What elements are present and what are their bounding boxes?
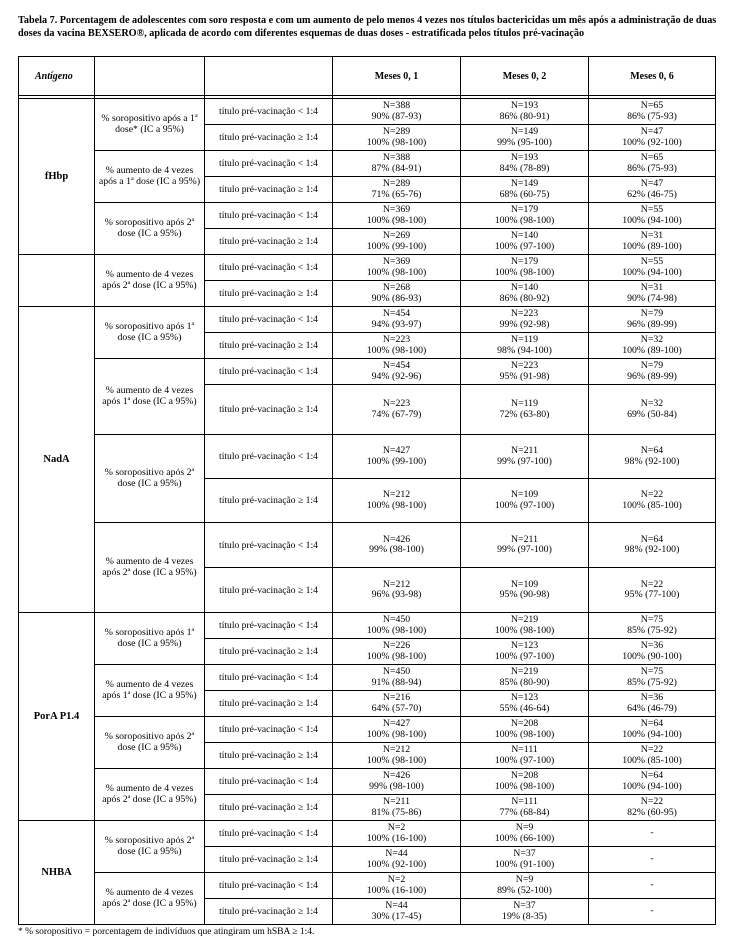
category-cell: % aumento de 4 vezes após 2ª dose (IC a 95%) [95,873,205,925]
condition-cell: título pré-vacinação ≥ 1:4 [205,639,333,665]
condition-cell: título pré-vacinação ≥ 1:4 [205,125,333,151]
value-cell: N=211 99% (97-100) [461,523,589,568]
value-cell: N=212 100% (98-100) [333,743,461,769]
category-cell: % aumento de 4 vezes após 2ª dose (IC a 95%) [95,523,205,613]
condition-cell: título pré-vacinação < 1:4 [205,435,333,479]
value-cell: N=427 100% (98-100) [333,717,461,743]
value-cell: N=44 30% (17-45) [333,899,461,925]
value-cell: N=289 100% (98-100) [333,125,461,151]
table-row [19,203,716,229]
value-cell: N=9 100% (66-100) [461,821,589,847]
value-cell: N=111 77% (68-84) [461,795,589,821]
condition-cell: título pré-vacinação < 1:4 [205,307,333,333]
header-antigen: Antígeno [19,57,95,96]
value-cell: N=22 95% (77-100) [589,568,716,613]
header-row [19,57,716,96]
category-cell: % soropositivo após 2ª dose (IC a 95%) [95,435,205,523]
value-cell: N=37 19% (8-35) [461,899,589,925]
condition-cell: título pré-vacinação ≥ 1:4 [205,281,333,307]
value-cell: N=426 99% (98-100) [333,769,461,795]
category-cell: % soropositivo após 2ª dose (IC a 95%) [95,821,205,873]
table-row [19,821,716,847]
value-cell: N=212 96% (93-98) [333,568,461,613]
value-cell: N=193 86% (80-91) [461,99,589,125]
value-cell: N=149 68% (60-75) [461,177,589,203]
value-cell: N=216 64% (57-70) [333,691,461,717]
category-cell: % soropositivo após 1ª dose (IC a 95%) [95,307,205,359]
value-cell: N=22 100% (85-100) [589,743,716,769]
value-cell: N=31 90% (74-98) [589,281,716,307]
category-cell: % soropositivo após 1ª dose (IC a 95%) [95,613,205,665]
condition-cell: título pré-vacinação ≥ 1:4 [205,691,333,717]
value-cell: N=55 100% (94-100) [589,255,716,281]
value-cell: N=219 85% (80-90) [461,665,589,691]
table-row [19,99,716,125]
category-cell: % soropositivo após 2ª dose (IC a 95%) [95,717,205,769]
category-cell: % aumento de 4 vezes após 1ª dose (IC a 95%) [95,665,205,717]
value-cell: N=208 100% (98-100) [461,717,589,743]
value-cell: N=369 100% (98-100) [333,255,461,281]
value-cell: - [589,873,716,899]
value-cell: N=32 100% (89-100) [589,333,716,359]
header-schedule-0-1: Meses 0, 1 [333,57,461,96]
value-cell: N=64 98% (92-100) [589,435,716,479]
table-row [19,717,716,743]
category-cell: % aumento de 4 vezes após 1ª dose (IC a 95%) [95,359,205,435]
value-cell: N=119 72% (63-80) [461,385,589,435]
value-cell: N=32 69% (50-84) [589,385,716,435]
table-row [19,151,716,177]
value-cell: N=208 100% (98-100) [461,769,589,795]
table-row [19,435,716,479]
condition-cell: título pré-vacinação ≥ 1:4 [205,899,333,925]
value-cell: N=223 95% (91-98) [461,359,589,385]
value-cell: N=64 100% (94-100) [589,769,716,795]
value-cell: N=37 100% (91-100) [461,847,589,873]
value-cell: - [589,847,716,873]
value-cell: N=427 100% (99-100) [333,435,461,479]
table-row [19,769,716,795]
results-table [18,56,716,925]
header-condition [205,57,333,96]
header-schedule-0-2: Meses 0, 2 [461,57,589,96]
value-cell: N=426 99% (98-100) [333,523,461,568]
value-cell: N=269 100% (99-100) [333,229,461,255]
value-cell: N=454 94% (92-96) [333,359,461,385]
value-cell: N=123 100% (97-100) [461,639,589,665]
value-cell: N=223 100% (98-100) [333,333,461,359]
value-cell: N=111 100% (97-100) [461,743,589,769]
condition-cell: título pré-vacinação < 1:4 [205,873,333,899]
value-cell: N=211 99% (97-100) [461,435,589,479]
value-cell: N=79 96% (89-99) [589,307,716,333]
value-cell: N=44 100% (92-100) [333,847,461,873]
table-row [19,613,716,639]
value-cell: N=65 86% (75-93) [589,99,716,125]
value-cell: N=223 99% (92-98) [461,307,589,333]
value-cell: N=36 64% (46-79) [589,691,716,717]
value-cell: N=179 100% (98-100) [461,203,589,229]
value-cell: N=268 90% (86-93) [333,281,461,307]
condition-cell: título pré-vacinação < 1:4 [205,99,333,125]
value-cell: N=2 100% (16-100) [333,821,461,847]
condition-cell: título pré-vacinação < 1:4 [205,613,333,639]
value-cell: N=123 55% (46-64) [461,691,589,717]
value-cell: N=149 99% (95-100) [461,125,589,151]
condition-cell: título pré-vacinação ≥ 1:4 [205,333,333,359]
value-cell: N=388 87% (84-91) [333,151,461,177]
value-cell: N=47 62% (46-75) [589,177,716,203]
table-row [19,255,716,281]
table-row [19,873,716,899]
condition-cell: título pré-vacinação ≥ 1:4 [205,847,333,873]
value-cell: N=47 100% (92-100) [589,125,716,151]
value-cell: N=2 100% (16-100) [333,873,461,899]
value-cell: N=75 85% (75-92) [589,665,716,691]
condition-cell: título pré-vacinação < 1:4 [205,665,333,691]
condition-cell: título pré-vacinação < 1:4 [205,255,333,281]
condition-cell: título pré-vacinação ≥ 1:4 [205,385,333,435]
table-row [19,359,716,385]
value-cell: N=55 100% (94-100) [589,203,716,229]
value-cell: N=450 91% (88-94) [333,665,461,691]
value-cell: N=388 90% (87-93) [333,99,461,125]
value-cell: N=212 100% (98-100) [333,479,461,523]
value-cell: N=31 100% (89-100) [589,229,716,255]
antigen-cell: NadA [19,307,95,613]
value-cell: N=226 100% (98-100) [333,639,461,665]
condition-cell: título pré-vacinação < 1:4 [205,717,333,743]
value-cell: N=454 94% (93-97) [333,307,461,333]
table-row [19,523,716,568]
category-cell: % aumento de 4 vezes após 2ª dose (IC a 95%) [95,255,205,307]
condition-cell: título pré-vacinação ≥ 1:4 [205,743,333,769]
condition-cell: título pré-vacinação < 1:4 [205,151,333,177]
antigen-cell: PorA P1.4 [19,613,95,821]
value-cell: N=211 81% (75-86) [333,795,461,821]
condition-cell: título pré-vacinação ≥ 1:4 [205,568,333,613]
condition-cell: título pré-vacinação < 1:4 [205,203,333,229]
value-cell: N=9 89% (52-100) [461,873,589,899]
value-cell: N=64 100% (94-100) [589,717,716,743]
header-schedule-0-6: Meses 0, 6 [589,57,716,96]
value-cell: N=109 95% (90-98) [461,568,589,613]
category-cell: % soropositivo após 2ª dose (IC a 95%) [95,203,205,255]
table-caption: Tabela 7. Porcentagem de adolescentes com soro resposta e com um aumento de pelo menos 4 vezes nos títulos bactericidas um mês após a administração de duas doses da vacina BEXSERO®, aplicada de acordo com diferentes esquemas de duas doses - estratificada pelos títulos pré-vacinação [18,15,717,39]
table-body [19,99,716,925]
value-cell: N=36 100% (90-100) [589,639,716,665]
value-cell: N=22 82% (60-95) [589,795,716,821]
value-cell: N=193 84% (78-89) [461,151,589,177]
value-cell: N=22 100% (85-100) [589,479,716,523]
antigen-cell: NHBA [19,821,95,925]
header-category [95,57,205,96]
condition-cell: título pré-vacinação < 1:4 [205,359,333,385]
table-row [19,307,716,333]
value-cell: N=450 100% (98-100) [333,613,461,639]
antigen-cell: fHbp [19,99,95,255]
value-cell: N=65 86% (75-93) [589,151,716,177]
value-cell: N=289 71% (65-76) [333,177,461,203]
value-cell: N=140 100% (97-100) [461,229,589,255]
condition-cell: título pré-vacinação ≥ 1:4 [205,795,333,821]
value-cell: N=219 100% (98-100) [461,613,589,639]
value-cell: - [589,821,716,847]
value-cell: N=64 98% (92-100) [589,523,716,568]
footnote: * % soropositivo = porcentagem de indivíduos que atingiram um hSBA ≥ 1:4. [18,927,315,937]
condition-cell: título pré-vacinação ≥ 1:4 [205,229,333,255]
value-cell: N=369 100% (98-100) [333,203,461,229]
category-cell: % soropositivo após a 1ª dose* (IC a 95%) [95,99,205,151]
value-cell: N=109 100% (97-100) [461,479,589,523]
table-row [19,665,716,691]
condition-cell: título pré-vacinação ≥ 1:4 [205,479,333,523]
value-cell: N=119 98% (94-100) [461,333,589,359]
value-cell: N=75 85% (75-92) [589,613,716,639]
category-cell: % aumento de 4 vezes após 2ª dose (IC a 95%) [95,769,205,821]
condition-cell: título pré-vacinação < 1:4 [205,523,333,568]
value-cell: - [589,899,716,925]
condition-cell: título pré-vacinação < 1:4 [205,769,333,795]
antigen-cell [19,255,95,307]
value-cell: N=79 96% (89-99) [589,359,716,385]
condition-cell: título pré-vacinação < 1:4 [205,821,333,847]
category-cell: % aumento de 4 vezes após a 1ª dose (IC a 95%) [95,151,205,203]
value-cell: N=179 100% (98-100) [461,255,589,281]
value-cell: N=140 86% (80-92) [461,281,589,307]
value-cell: N=223 74% (67-79) [333,385,461,435]
condition-cell: título pré-vacinação ≥ 1:4 [205,177,333,203]
